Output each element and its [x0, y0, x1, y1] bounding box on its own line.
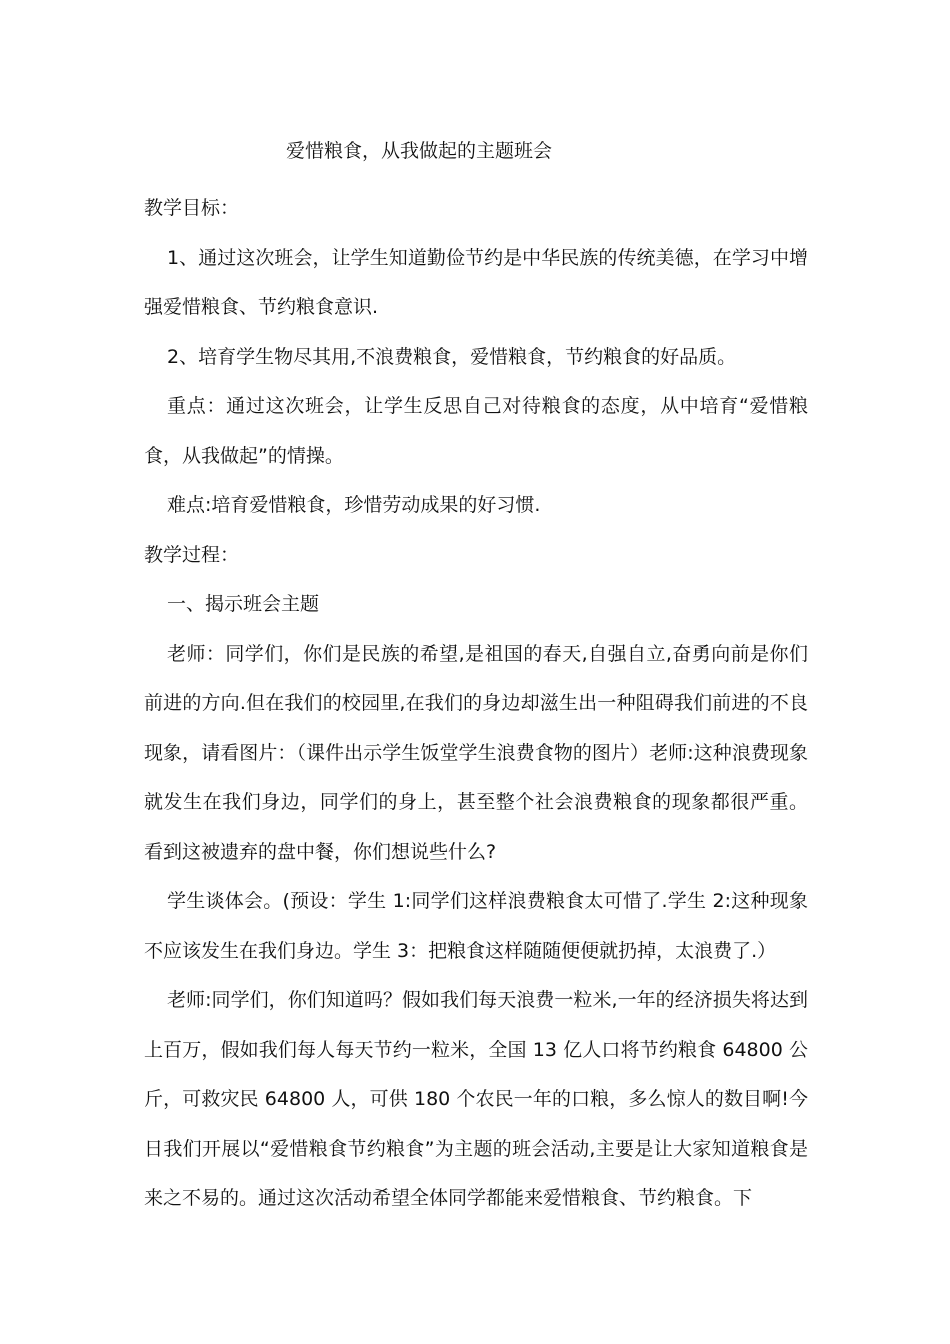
- paragraph-difficult-point: 难点:培育爱惜粮食，珍惜劳动成果的好习惯.: [167, 494, 541, 516]
- paragraph-objective-2: 2、培育学生物尽其用,不浪费粮食，爱惜粮食，节约粮食的好品质。: [167, 345, 737, 368]
- paragraph-teacher-intro: 老师：同学们，你们是民族的希望,是祖国的春天,自强自立,奋勇向前是你们前进的方向.但在我们的校园里,在我们的身边却滋生出一种阻碍我们前进的不良现象，请看图片：（课件出示学生饭堂学生浪费食物的图片）老师:这种浪费现象就发生在我们身边，同学们的身上，甚至整个社会浪费粮食的现象都很严重。看到这被遗弃的盘中餐，你们想说些什么?: [144, 642, 808, 863]
- paragraph-section-one-heading: 一、揭示班会主题: [167, 593, 320, 615]
- document-title: 爱惜粮食，从我做起的主题班会: [286, 140, 553, 162]
- paragraph-process-heading: 教学过程：: [144, 543, 240, 566]
- paragraph-objectives-heading: 教学目标：: [144, 197, 240, 219]
- paragraph-teacher-statistics: 老师:同学们，你们知道吗？假如我们每天浪费一粒米,一年的经济损失将达到上百万，假如我们每人每天节约一粒米，全国 13 亿人口将节约粮食 64800 公斤，可救灾民 64800 人，可供 180 个农民一年的口粮，多么惊人的数目啊!今日我们开展以“爱惜粮食节约粮食”为主题的班会活动,主要是让大家知道粮食是来之不易的。通过这次活动希望全体同学都能来爱惜粮食、节约粮食。下: [144, 989, 808, 1209]
- paragraph-objective-1: 1、通过这次班会，让学生知道勤俭节约是中华民族的传统美德，在学习中增强爱惜粮食、节约粮食意识.: [144, 246, 808, 318]
- document-body: [144, 184, 808, 1224]
- paragraph-key-point: 重点：通过这次班会，让学生反思自己对待粮食的态度，从中培育“爱惜粮食，从我做起”的情操。: [144, 395, 808, 467]
- paragraph-student-reflection: 学生谈体会。(预设：学生 1:同学们这样浪费粮食太可惜了.学生 2:这种现象不应该发生在我们身边。学生 3：把粮食这样随随便便就扔掉，太浪费了.）: [144, 890, 808, 962]
